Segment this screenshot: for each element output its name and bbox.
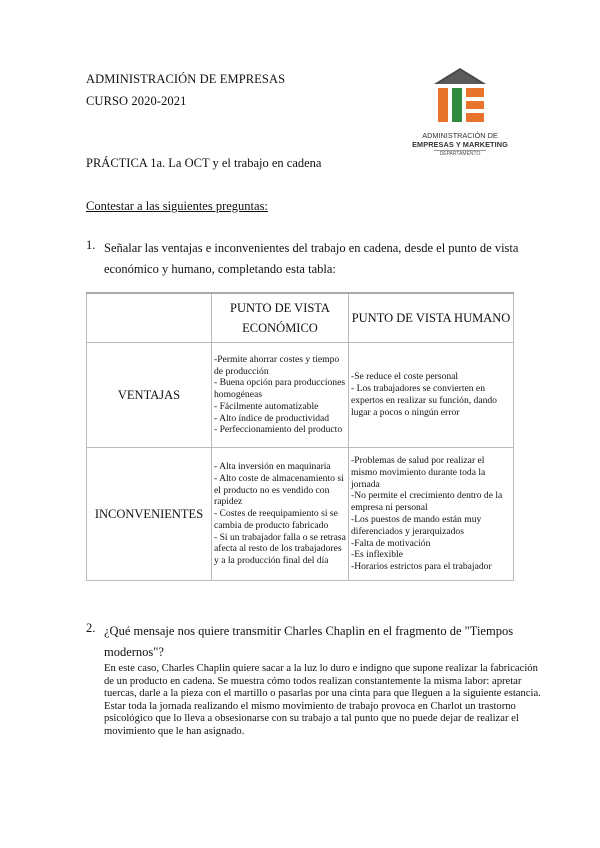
list-item: - Si un trabajador falla o se retrasa afecta al resto de los trabajadores y a la producción final del día xyxy=(214,531,346,567)
logo-text-line2: EMPRESAS Y MARKETING xyxy=(412,140,508,149)
cell-ventajas-economico xyxy=(212,343,349,448)
department-logo xyxy=(406,64,514,164)
list-item: -Problemas de salud por realizar el mismo movimiento durante toda la jornada xyxy=(351,455,486,490)
list-item: -Horarios estrictos para el trabajador xyxy=(351,561,492,573)
logo-text-line3: DEPARTAMENTO xyxy=(439,151,481,157)
question-2-text: ¿Qué mensaje nos quiere transmitir Charles Chaplin en el fragmento de "Tiempos modernos"? xyxy=(104,624,514,659)
advantages-table xyxy=(86,292,514,581)
cell-inconvenientes-economico xyxy=(212,448,349,581)
building-icon xyxy=(428,64,492,126)
list-item: - Alto coste de almacenamiento si el producto no es vendido con rapidez xyxy=(214,472,344,508)
list-item: - Buena opción para producciones homogéneas xyxy=(214,377,346,401)
list-item: - Costes de reequipamiento si se cambia de producto fabricado xyxy=(214,508,338,531)
table-corner-cell xyxy=(87,293,212,343)
header-economico: PUNTO DE VISTA ECONÓMICO xyxy=(212,293,349,343)
practice-title: PRÁCTICA 1a. La OCT y el trabajo en cadena xyxy=(86,156,322,170)
answer-paragraph-2: Estar toda la jornada realizando el mismo movimiento de trabajo provoca en Charlot un trastorno psicológico que lo lleva a obsesionarse con su trabajo a tal punto que no puede dejar de realizar el movimiento que le han asignado. xyxy=(104,700,519,737)
question-2-number: 2. xyxy=(86,621,96,635)
question-1-text: Señalar las ventajas e inconvenientes del trabajo en cadena, desde el punto de vista económico y humano, completando esta tabla: xyxy=(104,241,519,276)
list-item: -Es inflexible xyxy=(351,549,403,561)
list-item: - Perfeccionamiento del producto xyxy=(214,424,343,436)
cell-ventajas-humano xyxy=(349,343,514,448)
header-humano: PUNTO DE VISTA HUMANO xyxy=(349,293,514,343)
list-item: -Los puestos de mando están muy diferenciados y jerarquizados xyxy=(351,514,482,537)
course-year: CURSO 2020-2021 xyxy=(86,94,187,108)
row-label-ventajas: VENTAJAS xyxy=(87,343,212,448)
list-item: - Fácilmente automatizable xyxy=(214,400,319,412)
instructions-heading: Contestar a las siguientes preguntas: xyxy=(86,199,268,213)
list-item: -Permite ahorrar costes y tiempo de producción xyxy=(214,353,340,377)
row-label-inconvenientes: INCONVENIENTES xyxy=(87,448,212,581)
list-item: - Los trabajadores se convierten en expertos en realizar su función, dando lugar a pocos o ningún error xyxy=(351,383,497,418)
list-item: - Alta inversión en maquinaria xyxy=(214,460,331,472)
list-item: -No permite el crecimiento dentro de la empresa ni personal xyxy=(351,490,503,514)
question-2-answer xyxy=(104,663,544,738)
cell-inconvenientes-humano xyxy=(349,448,514,581)
list-item: -Falta de motivación xyxy=(351,537,431,549)
course-title: ADMINISTRACIÓN DE EMPRESAS xyxy=(86,72,286,86)
logo-text-line1: ADMINISTRACIÓN DE xyxy=(422,131,498,140)
answer-paragraph-1: En este caso, Charles Chaplin quiere sacar a la luz lo duro e indigno que supone realizar la fabricación de un producto en cadena. Se muestra cómo todos realizan constantemente la misma labor: apretar tuercas, darle a la pieza con el martillo o pasarlas por una cinta para que lleguen a la siguiente estancia. xyxy=(104,663,541,699)
list-item: - Alto índice de productividad xyxy=(214,412,330,424)
question-1-number: 1. xyxy=(86,238,96,252)
list-item: -Se reduce el coste personal xyxy=(351,371,459,383)
